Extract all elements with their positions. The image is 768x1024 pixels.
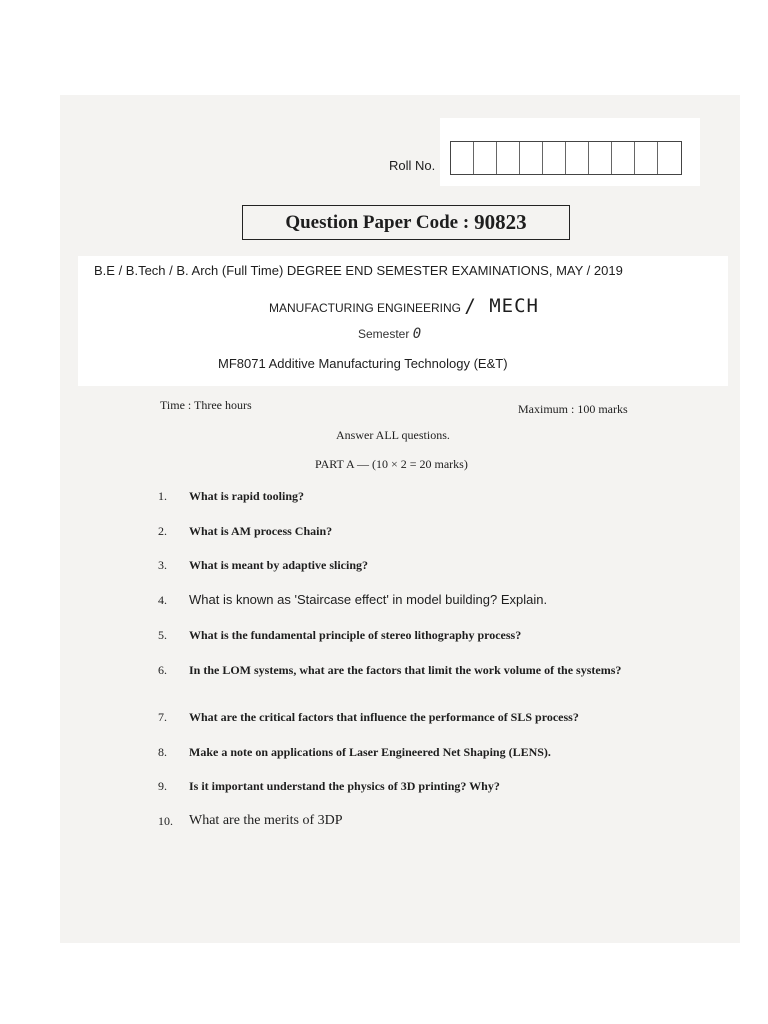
semester-label: Semester (358, 327, 410, 341)
roll-number-box (612, 142, 635, 174)
department-handwritten: / MECH (464, 295, 539, 317)
roll-number-box (589, 142, 612, 174)
question-number: 1. (158, 489, 167, 503)
question-number: 4. (158, 593, 167, 607)
exam-duration: Time : Three hours (160, 398, 252, 412)
question-text: What is AM process Chain? (189, 524, 333, 538)
exam-title: B.E / B.Tech / B. Arch (Full Time) DEGREE END SEMESTER EXAMINATIONS, MAY / 2019 (94, 263, 623, 278)
roll-number-box (635, 142, 658, 174)
roll-number-box (520, 142, 543, 174)
part-heading: PART A — (10 × 2 = 20 marks) (315, 457, 468, 471)
semester-value: 0 (412, 326, 422, 342)
question-number: 10. (158, 814, 173, 828)
roll-number-box (658, 142, 681, 174)
question-paper-code (242, 205, 570, 240)
roll-number-boxes (450, 141, 682, 175)
question-text: Is it important understand the physics of 3D printing? Why? (189, 779, 500, 793)
question-text: What is rapid tooling? (189, 489, 305, 503)
roll-number-box (451, 142, 474, 174)
question-text: What is meant by adaptive slicing? (189, 558, 369, 572)
roll-number-box (543, 142, 566, 174)
question-number: 2. (158, 524, 167, 538)
roll-number-box (474, 142, 497, 174)
question-text: What are the critical factors that influence the performance of SLS process? (189, 710, 579, 724)
question-text: In the LOM systems, what are the factors that limit the work volume of the systems? (189, 663, 622, 677)
semester-line (358, 326, 421, 342)
question-text: What are the merits of 3DP (189, 813, 343, 828)
maximum-marks: Maximum : 100 marks (518, 402, 628, 416)
instruction: Answer ALL questions. (336, 428, 450, 442)
department-name: MANUFACTURING ENGINEERING (269, 301, 462, 315)
subject-title: MF8071 Additive Manufacturing Technology (E&T) (218, 356, 508, 371)
question-text: What is known as 'Staircase effect' in model building? Explain. (189, 592, 548, 607)
department-line (269, 295, 539, 317)
question-number: 8. (158, 745, 167, 759)
question-number: 5. (158, 628, 167, 642)
roll-number-box (497, 142, 520, 174)
paper-code-number: 90823 (474, 210, 527, 234)
question-number: 6. (158, 663, 167, 677)
question-text: Make a note on applications of Laser Engineered Net Shaping (LENS). (189, 745, 551, 759)
roll-number-box (566, 142, 589, 174)
question-number: 7. (158, 710, 167, 724)
question-number: 3. (158, 558, 167, 572)
question-text: What is the fundamental principle of stereo lithography process? (189, 628, 522, 642)
roll-number-label: Roll No. (389, 158, 436, 173)
question-number: 9. (158, 779, 167, 793)
paper-code-label: Question Paper Code : (285, 211, 470, 233)
